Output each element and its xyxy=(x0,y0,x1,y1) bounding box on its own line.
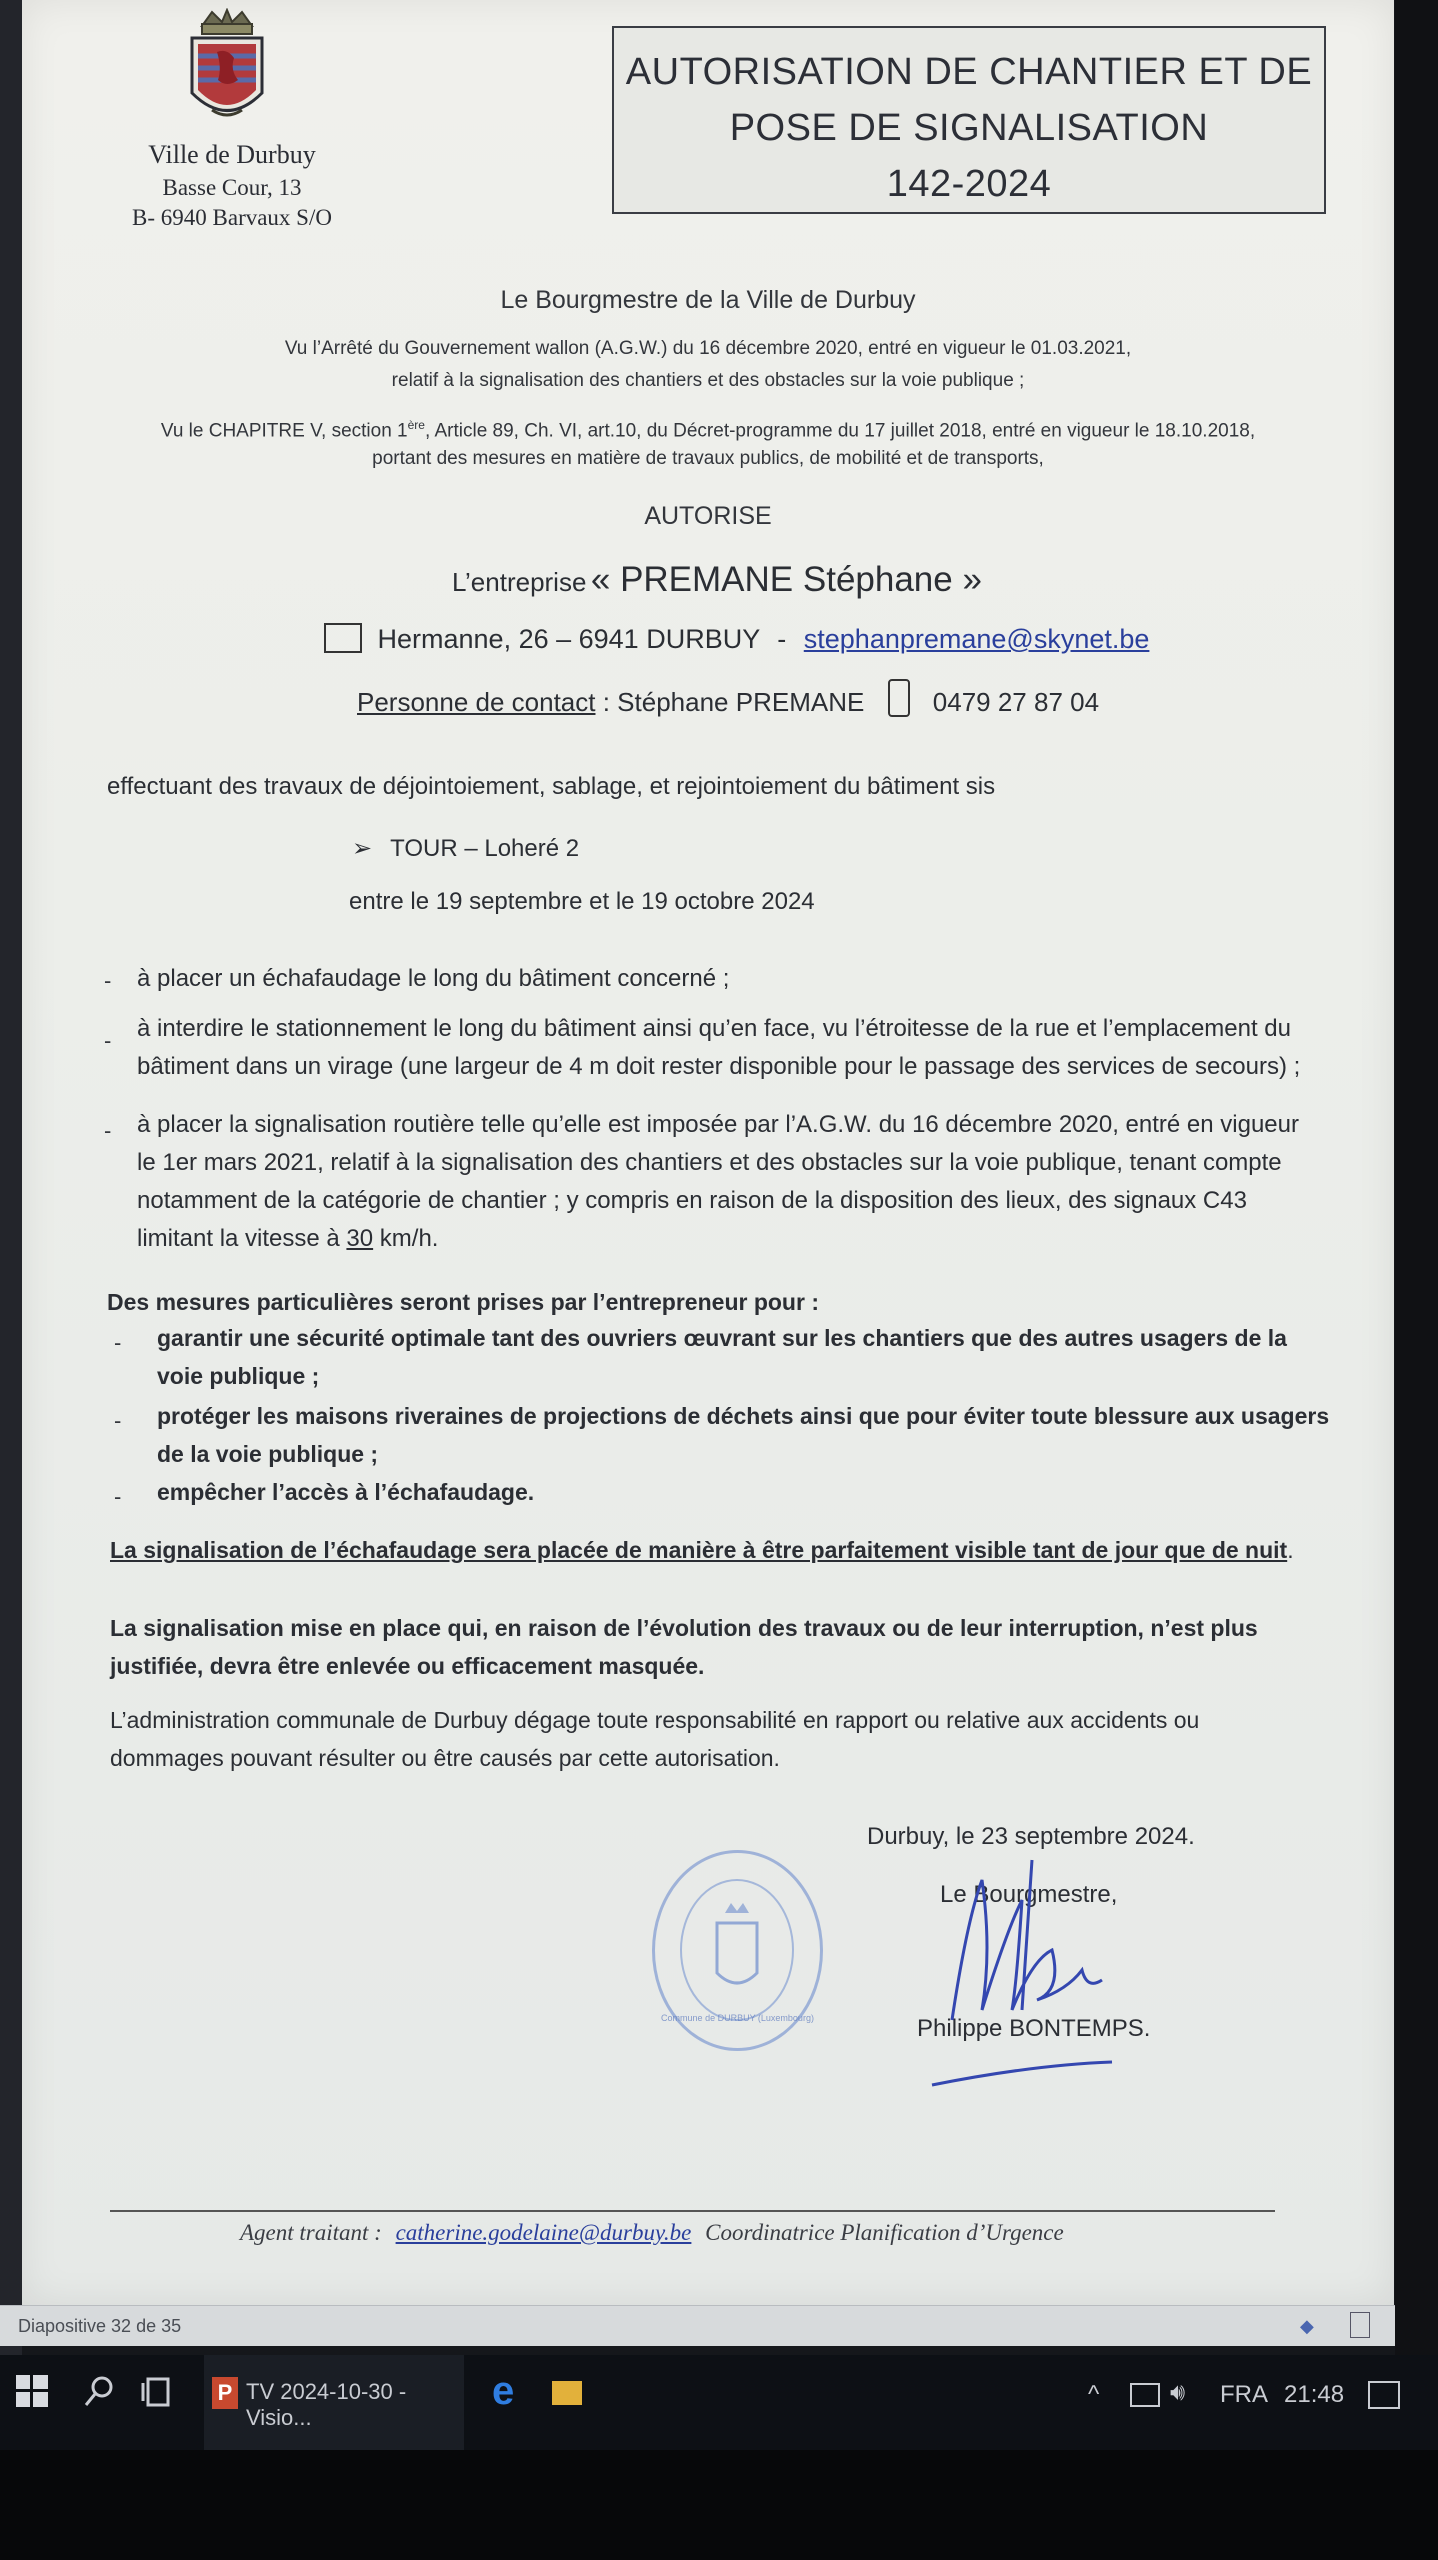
file-explorer-icon[interactable] xyxy=(552,2381,582,2405)
agent-label: Agent traitant : xyxy=(240,2220,382,2245)
measure-1-line2: voie publique ; xyxy=(157,1363,320,1389)
city-address-line2: B- 6940 Barvaux S/O xyxy=(132,205,332,230)
contact-phone: 0479 27 87 04 xyxy=(932,686,1100,717)
taskbar-clock[interactable]: 21:48 xyxy=(1284,2381,1345,2408)
chevron-up-icon[interactable]: ^ xyxy=(1088,2381,1100,2408)
bullet-dash: - xyxy=(114,1330,122,1355)
bullet-dash: - xyxy=(114,1408,122,1433)
bullet-dash: - xyxy=(104,968,112,993)
company-email-link[interactable]: stephanpremane@skynet.be xyxy=(803,624,1150,654)
measures-heading: Des mesures particulières seront prises par l’entrepreneur pour : xyxy=(107,1289,819,1315)
notification-center-icon[interactable] xyxy=(1368,2381,1400,2409)
signature-role: Le Bourgmestre, xyxy=(940,1881,1118,1908)
visibility-note: La signalisation de l’échafaudage sera placée de manière à être parfaitement visible tant de jour que de nuit. xyxy=(110,1537,1294,1563)
arrow-bullet-icon: ➢ xyxy=(352,835,373,862)
battery-icon[interactable] xyxy=(1130,2383,1160,2407)
company-line xyxy=(452,560,1152,600)
contact-line xyxy=(357,685,1357,723)
condition-2-line1: à interdire le stationnement le long du bâtiment ainsi qu’en face, vu l’étroitesse de la rue et l’emplacement du xyxy=(137,1015,1292,1042)
slide-counter: Diapositive 32 de 35 xyxy=(18,2316,182,2336)
visibility-note-text: La signalisation de l’échafaudage sera placée de manière à être parfaitement visible tant de jour que de nuit xyxy=(110,1537,1288,1563)
windows-taskbar xyxy=(0,2355,1438,2450)
works-period: entre le 19 septembre et le 19 octobre 2024 xyxy=(349,888,815,915)
measure-1-line1: garantir une sécurité optimale tant des ouvriers œuvrant sur les chantiers que des autres usagers de la xyxy=(157,1325,1287,1351)
monitor-bezel-bottom xyxy=(0,2450,1438,2560)
stamp-text: Commune de DURBUY (Luxembourg) xyxy=(661,2013,814,2023)
document-slide xyxy=(22,0,1394,2305)
handwritten-signature xyxy=(912,1840,1172,2100)
measure-2-line1: protéger les maisons riveraines de projections de déchets ainsi que pour éviter toute blessure aux usagers xyxy=(157,1403,1330,1429)
language-indicator[interactable]: FRA xyxy=(1220,2381,1268,2408)
condition-speed-text: limitant la vitesse à xyxy=(137,1225,347,1252)
windows-start-icon[interactable] xyxy=(14,2373,50,2409)
considerant-2-line-a xyxy=(22,418,1394,442)
condition-2-line2: bâtiment dans un virage (une largeur de 4 m doit rester disponible pour le passage des services de secours) ; xyxy=(137,1053,1301,1080)
nav-prev-icon[interactable]: ◆ xyxy=(1300,2316,1314,2336)
speed-limit-value: 30 xyxy=(346,1225,374,1252)
considerant-2-line-b: portant des mesures en matière de travaux publics, de mobilité et de transports, xyxy=(372,448,1044,469)
app-status-bar xyxy=(0,2305,1395,2346)
speed-unit: km/h. xyxy=(373,1225,439,1252)
city-name: Ville de Durbuy xyxy=(148,140,316,169)
agent-email-link[interactable]: catherine.godelaine@durbuy.be xyxy=(395,2220,692,2245)
works-description: effectuant des travaux de déjointoiement, sablage, et rejointoiement du bâtiment sis xyxy=(107,773,996,800)
issuer-line: Le Bourgmestre de la Ville de Durbuy xyxy=(500,286,916,314)
bullet-dash: - xyxy=(104,1118,112,1143)
condition-3-line4 xyxy=(137,1220,438,1257)
condition-1: à placer un échafaudage le long du bâtiment concerné ; xyxy=(137,965,730,992)
footer-divider xyxy=(110,2210,1275,2212)
measure-2-line2: de la voie publique ; xyxy=(157,1441,379,1467)
considerant-2-sup: ère xyxy=(407,418,425,432)
removal-note-line1: La signalisation mise en place qui, en raison de l’évolution des travaux ou de leur interruption, n’est plus xyxy=(110,1615,1258,1641)
bullet-dash: - xyxy=(104,1028,112,1053)
title-line2: POSE DE SIGNALISATION xyxy=(729,107,1209,149)
considerant-1-line-a: Vu l’Arrêté du Gouvernement wallon (A.G.W.) du 16 décembre 2020, entré en vigueur le 01.03.2021, xyxy=(284,338,1132,359)
measure-3: empêcher l’accès à l’échafaudage. xyxy=(157,1479,535,1505)
company-address: Hermanne, 26 – 6941 DURBUY xyxy=(377,624,760,654)
footer-agent-line xyxy=(240,2220,1064,2246)
city-crest-logo xyxy=(172,8,282,133)
contact-name: : Stéphane PREMANE xyxy=(602,686,865,717)
company-address-line xyxy=(324,624,1324,656)
condition-3-line3: notamment de la catégorie de chantier ; y compris en raison de la disposition des lieux, des signaux C43 xyxy=(137,1187,1247,1214)
contact-label: Personne de contact xyxy=(357,686,596,717)
official-stamp xyxy=(652,1850,823,2051)
autorise-heading: AUTORISE xyxy=(644,502,772,530)
liability-note-line2: dommages pouvant résulter ou être causés par cette autorisation. xyxy=(110,1745,780,1771)
works-location: TOUR – Loheré 2 xyxy=(390,835,580,862)
condition-3-line2: le 1er mars 2021, relatif à la signalisation des chantiers et des obstacles sur la voie publique, tenant compte xyxy=(137,1149,1282,1176)
removal-note-line2: justifiée, devra être enlevée ou efficacement masquée. xyxy=(110,1653,705,1679)
works-location-line xyxy=(352,830,579,867)
search-icon[interactable] xyxy=(82,2373,118,2409)
signature-name: Philippe BONTEMPS. xyxy=(917,2015,1151,2042)
document-title-box xyxy=(612,26,1326,214)
letter-icon xyxy=(324,623,362,653)
title-line1: AUTORISATION DE CHANTIER ET DE xyxy=(625,51,1313,93)
title-number: 142-2024 xyxy=(886,163,1052,205)
signature-place-date: Durbuy, le 23 septembre 2024. xyxy=(867,1823,1195,1850)
address-separator: - xyxy=(777,624,787,654)
screen-bezel-left xyxy=(0,0,22,2400)
task-view-icon[interactable] xyxy=(140,2373,176,2409)
taskbar-window-button[interactable] xyxy=(204,2355,464,2454)
taskbar-window-label: TV 2024-10-30 - Visio... xyxy=(246,2379,407,2430)
powerpoint-icon: P xyxy=(212,2377,238,2409)
notes-icon[interactable] xyxy=(1350,2312,1370,2338)
company-prefix: L’entreprise xyxy=(452,567,587,597)
liability-note-line1: L’administration communale de Durbuy dégage toute responsabilité en rapport ou relative aux accidents ou xyxy=(110,1707,1200,1733)
considerant-1-line-b: relatif à la signalisation des chantiers et des obstacles sur la voie publique ; xyxy=(391,370,1025,391)
volume-icon[interactable]: 🔊︎ xyxy=(1170,2379,1186,2406)
phone-icon xyxy=(888,679,910,717)
considerant-2-post: , Article 89, Ch. VI, art.10, du Décret-programme du 17 juillet 2018, entré en vigueur le 18.10.2018, xyxy=(424,420,1256,442)
bullet-dash: - xyxy=(114,1484,122,1509)
screen-bezel-right xyxy=(1395,0,1438,2380)
company-name: « PREMANE Stéphane » xyxy=(590,560,982,599)
considerant-2-pre: Vu le CHAPITRE V, section 1 xyxy=(160,420,408,442)
edge-browser-icon[interactable]: e xyxy=(492,2369,515,2413)
agent-role: Coordinatrice Planification d’Urgence xyxy=(705,2220,1064,2245)
city-address-line1: Basse Cour, 13 xyxy=(162,175,302,200)
condition-3-line1: à placer la signalisation routière telle qu’elle est imposée par l’A.G.W. du 16 décembre 2020, entré en vigueur xyxy=(137,1111,1299,1138)
